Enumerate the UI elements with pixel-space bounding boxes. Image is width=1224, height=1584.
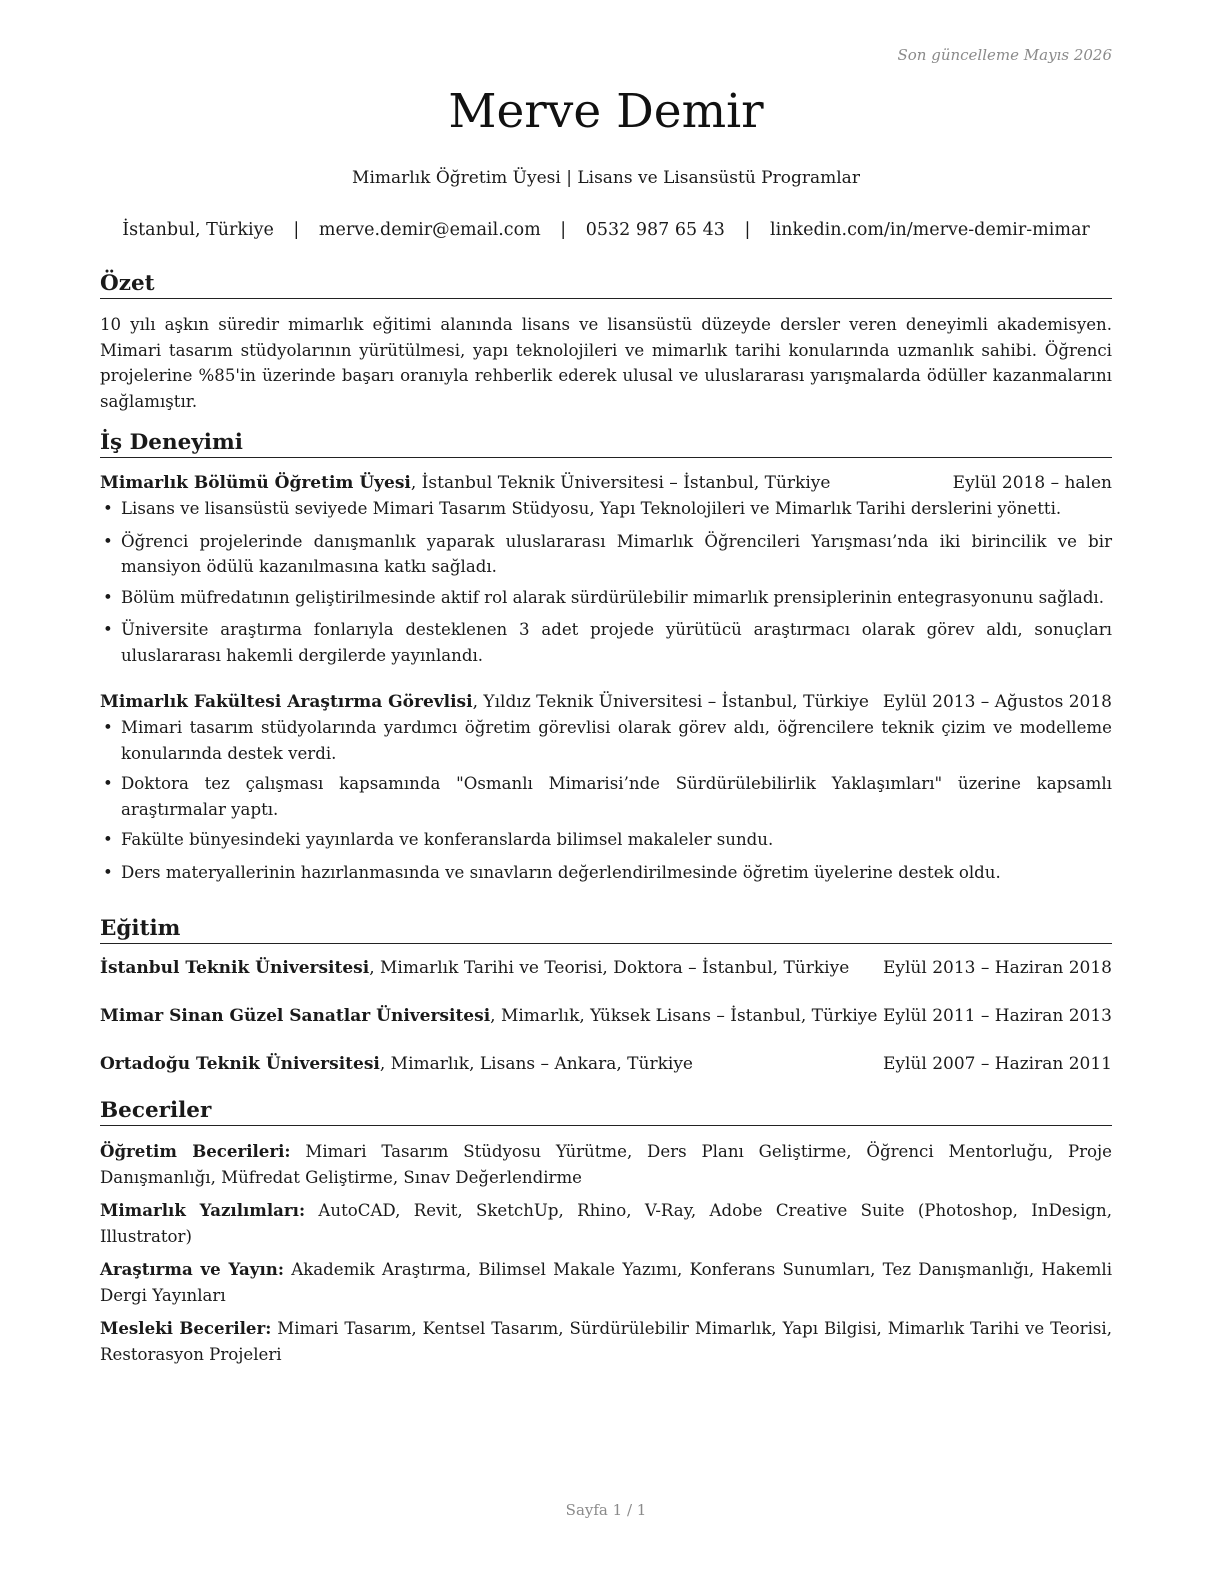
summary-section [100, 270, 1112, 414]
skill-text: Akademik Araştırma, Bilimsel Makale Yazımı, Konferans Sunumları, Tez Danışmanlığı, Hakemli Dergi Yayınları [100, 1260, 1113, 1305]
contact-separator: | [560, 220, 567, 240]
skill-label: Mimarlık Yazılımları: [100, 1200, 306, 1220]
contact-location: İstanbul, Türkiye [122, 220, 274, 240]
list-item: • Mimari tasarım stüdyolarında yardımcı öğretim görevlisi olarak görev aldı, öğrencilere teknik çizim ve modelleme konularında destek verdi. [103, 718, 1112, 763]
skill-text: Mimari Tasarım, Kentsel Tasarım, Sürdürülebilir Mimarlık, Yapı Bilgisi, Mimarlık Tarihi ve Teorisi, Restorasyon Projeleri [100, 1319, 1112, 1364]
job-header [100, 473, 1112, 493]
education-entry [100, 1006, 1112, 1026]
job-entry [100, 692, 1112, 885]
skill-group [100, 1139, 1112, 1190]
skill-group [100, 1198, 1112, 1249]
skill-text: AutoCAD, Revit, SketchUp, Rhino, V-Ray, Adobe Creative Suite (Photoshop, InDesign, Illustrator) [100, 1201, 1112, 1246]
section-title-experience: İş Deneyimi [100, 429, 1112, 458]
education-entry [100, 1054, 1112, 1074]
page-number: Sayfa 1 / 1 [565, 1501, 647, 1519]
skill-label: Araştırma ve Yayın: [100, 1259, 284, 1279]
section-title-skills: Beceriler [100, 1097, 1112, 1126]
education-entry [100, 958, 1112, 978]
list-item: • Ders materyallerinin hazırlanmasında ve sınavların değerlendirilmesinde öğretim üyelerine destek oldu. [103, 862, 1001, 882]
job-bullets [100, 496, 1112, 668]
skills-section [100, 1097, 1112, 1367]
education-detail: , Mimarlık Tarihi ve Teorisi, Doktora – İstanbul, Türkiye [369, 958, 850, 978]
skill-group [100, 1257, 1112, 1308]
skill-text: Mimari Tasarım Stüdyosu Yürütme, Ders Planı Geliştirme, Öğrenci Mentorluğu, Proje Danışmanlığı, Müfredat Geliştirme, Sınav Değerlendirme [100, 1142, 1112, 1187]
education-dates: Eylül 2007 – Haziran 2011 [882, 1054, 1112, 1074]
education-school: İstanbul Teknik Üniversitesi [100, 958, 370, 978]
education-detail: , Mimarlık, Yüksek Lisans – İstanbul, Türkiye [490, 1006, 878, 1026]
list-item: • Öğrenci projelerinde danışmanlık yaparak uluslararası Mimarlık Öğrencileri Yarışması’nda iki birincilik ve bir mansiyon ödülü kazanılmasına katkı sağladı. [103, 531, 1112, 576]
section-title-summary: Özet [100, 270, 1112, 299]
list-item: • Lisans ve lisansüstü seviyede Mimari Tasarım Stüdyosu, Yapı Teknolojileri ve Mimarlık Tarihi derslerini yönetti. [103, 499, 1062, 518]
job-org: , Yıldız Teknik Üniversitesi – İstanbul, Türkiye [472, 692, 869, 712]
job-dates: Eylül 2013 – Ağustos 2018 [882, 692, 1112, 712]
education-section [100, 915, 1112, 1074]
section-title-education: Eğitim [100, 915, 1112, 944]
resume-page [100, 0, 1112, 1584]
education-dates: Eylül 2011 – Haziran 2013 [882, 1006, 1112, 1026]
experience-section [100, 429, 1112, 885]
list-item: • Fakülte bünyesindeki yayınlarda ve konferanslarda bilimsel makaleler sundu. [103, 830, 774, 849]
person-subtitle: Mimarlık Öğretim Üyesi | Lisans ve Lisansüstü Programlar [352, 168, 860, 188]
person-name: Merve Demir [448, 84, 764, 139]
skill-label: Öğretim Becerileri: [100, 1141, 291, 1161]
contact-separator: | [744, 220, 751, 240]
contact-phone: 0532 987 65 43 [585, 220, 725, 240]
contact-email[interactable]: merve.demir@email.com [318, 220, 541, 240]
education-dates: Eylül 2013 – Haziran 2018 [882, 958, 1112, 978]
skill-group [100, 1316, 1112, 1367]
job-bullets [100, 715, 1112, 885]
contact-line [100, 220, 1112, 240]
skill-label: Mesleki Beceriler: [100, 1318, 272, 1338]
education-school: Mimar Sinan Güzel Sanatlar Üniversitesi [100, 1006, 491, 1026]
job-entry [100, 473, 1112, 668]
last-updated: Son güncelleme Mayıs 2026 [897, 46, 1112, 64]
contact-separator: | [293, 220, 300, 240]
job-org: , İstanbul Teknik Üniversitesi – İstanbul, Türkiye [410, 473, 831, 493]
contact-linkedin[interactable]: linkedin.com/in/merve-demir-mimar [770, 220, 1090, 240]
job-dates: Eylül 2018 – halen [952, 473, 1112, 493]
list-item: • Doktora tez çalışması kapsamında "Osmanlı Mimarisi’nde Sürdürülebilirlik Yaklaşımları" üzerine kapsamlı araştırmalar yaptı. [103, 774, 1112, 819]
education-detail: , Mimarlık, Lisans – Ankara, Türkiye [379, 1054, 693, 1074]
job-header [100, 692, 1112, 712]
job-role: Mimarlık Fakültesi Araştırma Görevlisi [100, 692, 473, 712]
summary-text: 10 yılı aşkın süredir mimarlık eğitimi alanında lisans ve lisansüstü düzeyde dersler veren deneyimli akademisyen. Mimari tasarım stüdyolarının yürütülmesi, yapı teknolojileri ve mimarlık tarihi konularında uzmanlık sahibi. Öğrenci projelerine %85'in üzerinde başarı oranıyla rehberlik ederek ulusal ve uluslararası yarışmalarda ödüller kazanmalarını sağlamıştır. [100, 315, 1112, 411]
education-school: Ortadoğu Teknik Üniversitesi [100, 1054, 380, 1074]
list-item: • Üniversite araştırma fonlarıyla desteklenen 3 adet projede yürütücü araştırmacı olarak görev aldı, sonuçları uluslararası hakemli dergilerde yayınlandı. [103, 620, 1112, 665]
list-item: • Bölüm müfredatının geliştirilmesinde aktif rol alarak sürdürülebilir mimarlık prensiplerinin entegrasyonunu sağladı. [103, 587, 1105, 607]
job-role: Mimarlık Bölümü Öğretim Üyesi [100, 473, 411, 493]
